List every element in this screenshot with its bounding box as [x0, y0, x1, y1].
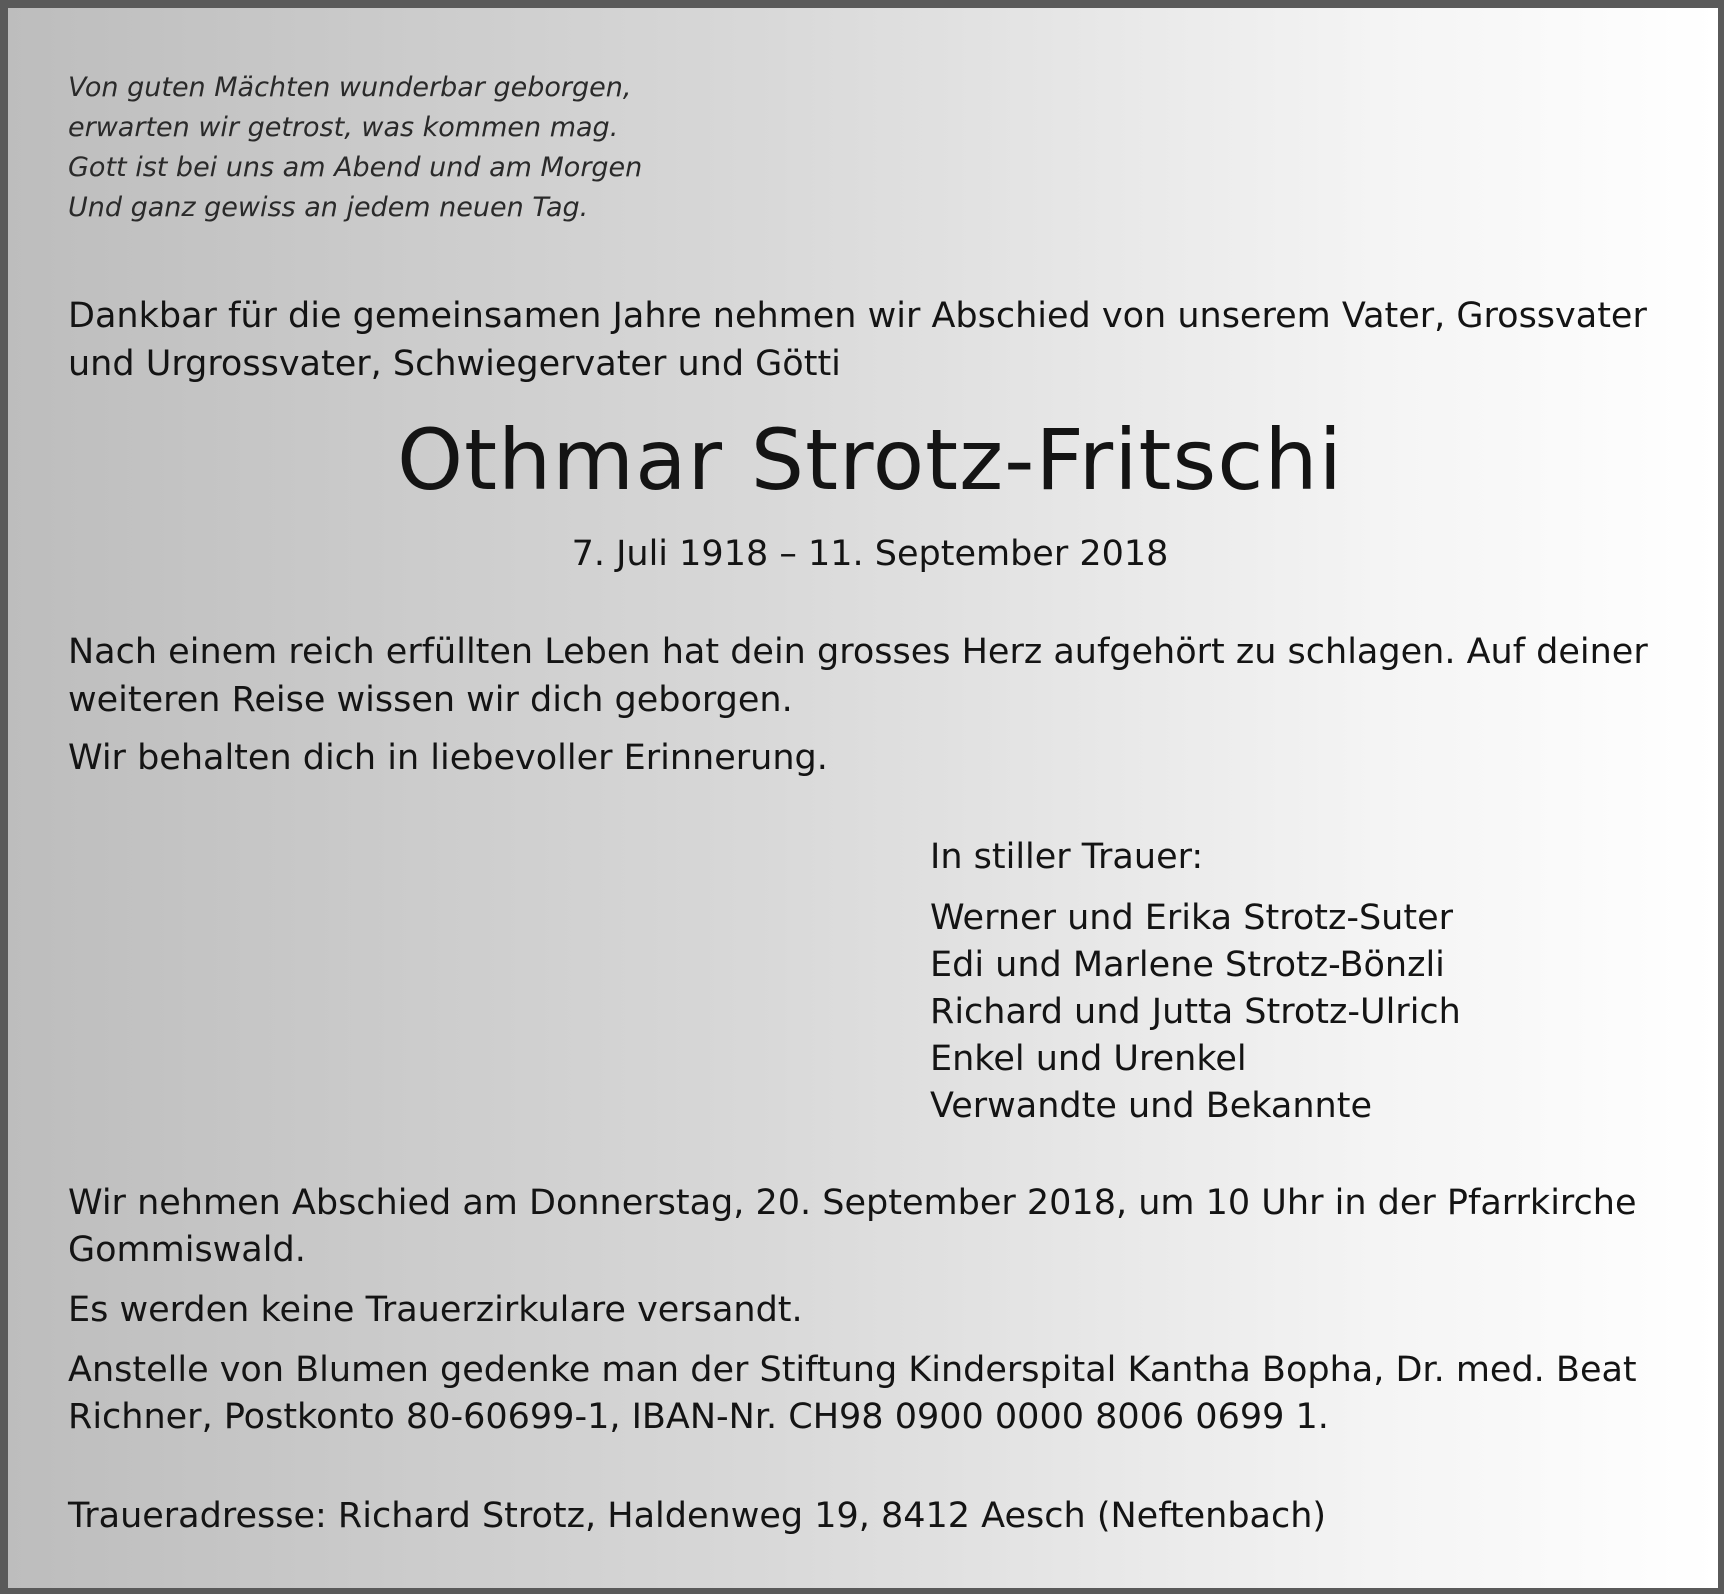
ceremony-info [68, 1180, 1637, 1441]
intro-text [68, 292, 1668, 388]
message-line: weiteren Reise wissen wir dich geborgen. [68, 680, 793, 720]
mourner-name: Verwandte und Bekannte [930, 1086, 1372, 1126]
intro-line: und Urgrossvater, Schwiegervater und Götti [68, 344, 841, 384]
intro-line: Dankbar für die gemeinsamen Jahre nehmen wir Abschied von unserem Vater, Grossvater [68, 296, 1647, 336]
ceremony-line: Anstelle von Blumen gedenke man der Stiftung Kinderspital Kantha Bopha, Dr. med. Beat [68, 1350, 1637, 1390]
life-dates: 7. Juli 1918 – 11. September 2018 [571, 534, 1169, 574]
ceremony-line: Wir nehmen Abschied am Donnerstag, 20. September 2018, um 10 Uhr in der Pfarrkirche [68, 1183, 1637, 1223]
message-line: Nach einem reich erfüllten Leben hat dein grosses Herz aufgehört zu schlagen. Auf deiner [68, 632, 1648, 672]
mourner-name: Enkel und Urenkel [930, 1039, 1247, 1079]
mourner-name: Edi und Marlene Strotz-Bönzli [930, 945, 1445, 985]
poem-line: Gott ist bei uns am Abend und am Morgen [68, 152, 643, 183]
poem-verse [68, 68, 642, 228]
message-line: Wir behalten dich in liebevoller Erinnerung. [68, 738, 828, 778]
mourners-list [930, 834, 1461, 1130]
poem-line: Und ganz gewiss an jedem neuen Tag. [68, 192, 589, 223]
poem-line: erwarten wir getrost, was kommen mag. [68, 112, 619, 143]
message-text [68, 628, 1648, 782]
ceremony-line: Gommiswald. [68, 1230, 306, 1270]
mourner-name: Richard und Jutta Strotz-Ulrich [930, 992, 1461, 1032]
obituary-notice [8, 8, 1718, 1588]
mourner-name: Werner und Erika Strotz-Suter [930, 898, 1454, 938]
ceremony-line: Richner, Postkonto 80-60699-1, IBAN-Nr. CH98 0900 0000 8006 0699 1. [68, 1397, 1329, 1437]
poem-line: Von guten Mächten wunderbar geborgen, [68, 72, 632, 103]
ceremony-line: Es werden keine Trauerzirkulare versandt. [68, 1290, 803, 1330]
deceased-name: Othmar Strotz-Fritschi [396, 411, 1344, 509]
mourning-address: Traueradresse: Richard Strotz, Haldenweg 19, 8412 Aesch (Neftenbach) [68, 1496, 1327, 1536]
mourners-heading: In stiller Trauer: [930, 837, 1204, 877]
